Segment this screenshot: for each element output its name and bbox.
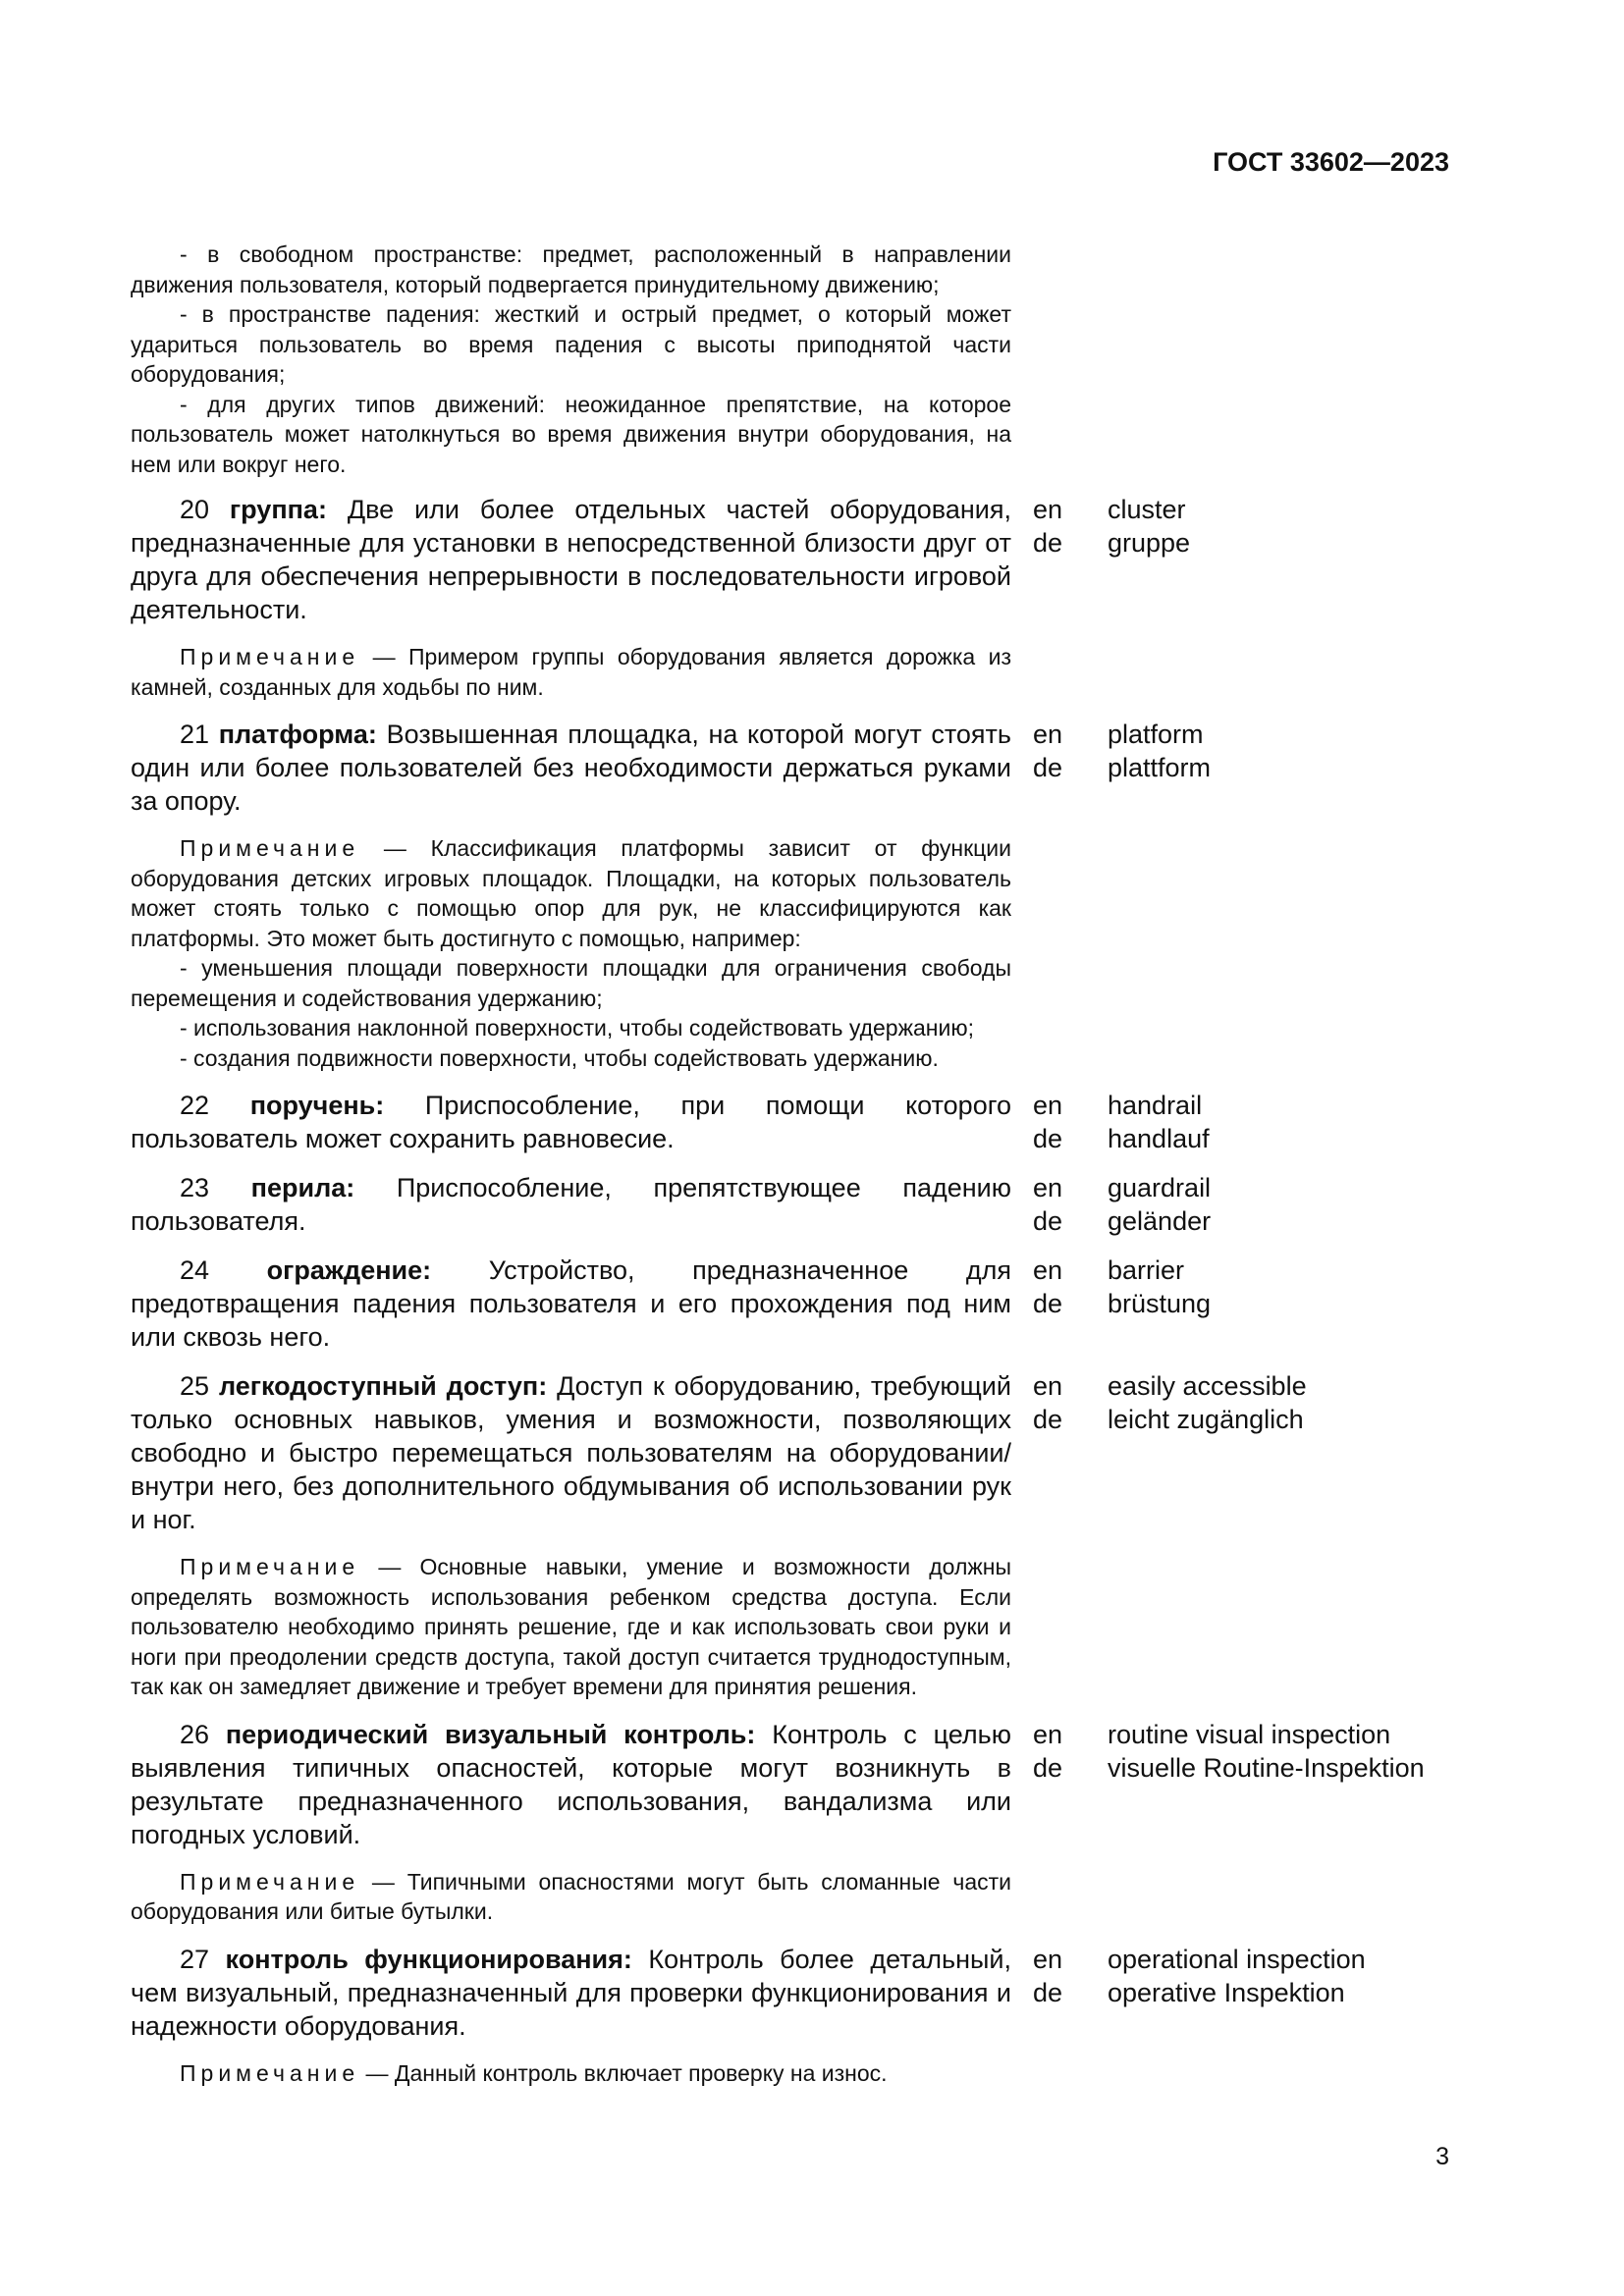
term-definition-block	[131, 1089, 1011, 1155]
note-label: Примечание	[180, 835, 360, 861]
term-definition-block	[131, 1718, 1011, 1851]
translations	[1108, 1369, 1307, 1536]
term-name: платформа:	[218, 720, 377, 749]
lang-code-en: en	[1033, 1371, 1063, 1401]
term-entry-24	[131, 1254, 1505, 1354]
translation-en: platform	[1108, 720, 1204, 749]
lang-code-de: de	[1033, 1405, 1063, 1434]
term-note	[131, 2058, 1011, 2089]
term-number: 26	[180, 1719, 210, 1749]
note-label: Примечание	[180, 2059, 360, 2086]
term-definition: Контроль более детальный, чем визуальный, предназначенный для проверки функционирования и надежности оборудования.	[131, 1944, 1011, 2041]
lang-code-en: en	[1033, 1255, 1063, 1285]
term-paragraph	[131, 1089, 1011, 1155]
term-definition: Приспособление, при помощи которого пользователь может сохранить равновесие.	[131, 1091, 1011, 1153]
translation-en: guardrail	[1108, 1173, 1212, 1202]
note-label: Примечание	[180, 1868, 360, 1895]
note-text: — Типичными опасностями могут быть сломанные части оборудования или битые бутылки.	[131, 1868, 1012, 1924]
lang-code-de: de	[1033, 1752, 1063, 1783]
page-number: 3	[1435, 2143, 1449, 2170]
term-number: 23	[180, 1173, 210, 1202]
term-number: 21	[180, 720, 210, 749]
translation-de: gruppe	[1108, 528, 1191, 558]
term-definition-block	[131, 493, 1011, 626]
term-entry-27	[131, 1943, 1505, 2043]
language-codes	[1033, 1254, 1108, 1354]
note-paragraph	[131, 642, 1011, 702]
lang-code-en: en	[1033, 1944, 1063, 1974]
note-label: Примечание	[180, 644, 360, 669]
translation-de: plattform	[1108, 753, 1212, 782]
lang-code-en: en	[1033, 720, 1063, 749]
term-name: легкодоступный доступ:	[218, 1371, 548, 1401]
translation-de: handlauf	[1108, 1124, 1210, 1153]
intro-list	[131, 240, 1011, 479]
term-name: периодический визуальный контроль:	[225, 1719, 756, 1749]
term-paragraph	[131, 1943, 1011, 2043]
lang-code-de: de	[1033, 1977, 1063, 2007]
translations	[1108, 1718, 1425, 1851]
language-codes	[1033, 493, 1108, 626]
document-body	[131, 240, 1505, 2104]
lang-code-en: en	[1033, 1091, 1063, 1120]
translation-de: geländer	[1108, 1206, 1212, 1236]
term-note	[131, 1552, 1011, 1702]
intro-item: - для других типов движений: неожиданное препятствие, на которое пользователь может натолкнуться во время движения внутри оборудования, на нем или вокруг него.	[131, 391, 1011, 477]
lang-code-de: de	[1033, 753, 1063, 782]
note-paragraph	[131, 1552, 1011, 1702]
note-text: — Основные навыки, умение и возможности должны определять возможность использования ребенком средства доступа. Если пользователю необходимо принять решение, где и как использовать свои руки и ноги при преодолении средств доступа, такой доступ считается труднодоступным, так как он замедляет движение и требует времени для принятия решения.	[131, 1554, 1012, 1699]
intro-item: - в пространстве падения: жесткий и острый предмет, о который может удариться пользователь во время падения с высоты приподнятой части оборудования;	[131, 301, 1011, 387]
term-entry-23	[131, 1171, 1505, 1238]
translations	[1108, 1943, 1366, 2043]
term-number: 22	[180, 1091, 210, 1120]
language-codes	[1033, 1718, 1108, 1851]
term-name: поручень:	[249, 1091, 385, 1120]
term-entry-25	[131, 1369, 1505, 1536]
term-note	[131, 642, 1011, 702]
note-paragraph	[131, 1867, 1011, 1927]
term-definition: Доступ к оборудованию, требующий только основных навыков, умения и возможности, позволяющих свободно и быстро перемещаться пользователям на оборудовании/внутри него, без дополнительного обдумывания об использовании рук и ног.	[131, 1371, 1011, 1534]
translation-en: handrail	[1108, 1091, 1203, 1120]
language-codes	[1033, 1369, 1108, 1536]
translations	[1108, 1254, 1211, 1354]
term-paragraph	[131, 718, 1011, 818]
lang-code-en: en	[1033, 495, 1063, 524]
term-name: группа:	[229, 495, 327, 524]
term-name: перила:	[250, 1173, 355, 1202]
lang-code-en: en	[1033, 1173, 1063, 1202]
term-definition: Контроль с целью выявления типичных опасностей, которые могут возникнуть в результате предназначенного использования, вандализма или погодных условий.	[131, 1719, 1011, 1849]
note-list-item: - уменьшения площади поверхности площадки для ограничения свободы перемещения и содействования удержанию;	[131, 955, 1011, 1011]
term-definition: Устройство, предназначенное для предотвращения падения пользователя и его прохождения под ним или сквозь него.	[131, 1255, 1011, 1352]
language-codes	[1033, 1171, 1108, 1238]
term-name: ограждение:	[266, 1255, 432, 1285]
translation-de: leicht zugänglich	[1108, 1405, 1304, 1434]
term-definition-block	[131, 1943, 1011, 2043]
term-definition: Две или более отдельных частей оборудования, предназначенные для установки в непосредственной близости друг от друга для обеспечения непрерывности в последовательности игровой деятельности.	[131, 495, 1011, 624]
term-definition: Возвышенная площадка, на которой могут стоять один или более пользователей без необходимости держаться руками за опору.	[131, 720, 1011, 816]
translations	[1108, 1089, 1210, 1155]
note-list-item: - создания подвижности поверхности, чтобы содействовать удержанию.	[180, 1044, 939, 1071]
translation-de: brüstung	[1108, 1289, 1212, 1318]
term-paragraph	[131, 1369, 1011, 1536]
note-paragraph	[131, 2058, 1011, 2089]
term-number: 24	[180, 1255, 210, 1285]
translation-en: operational inspection	[1108, 1944, 1366, 1974]
lang-code-en: en	[1033, 1719, 1063, 1749]
translation-en: cluster	[1108, 495, 1186, 524]
note-text: — Данный контроль включает проверку на износ.	[365, 2059, 888, 2086]
term-entry-20	[131, 493, 1505, 626]
term-name: контроль функционирования:	[225, 1944, 632, 1974]
term-note	[131, 833, 1011, 1073]
note-paragraph	[131, 833, 1011, 953]
term-definition-block	[131, 1171, 1011, 1238]
note-label: Примечание	[180, 1554, 360, 1579]
term-note	[131, 1867, 1011, 1927]
lang-code-de: de	[1033, 528, 1063, 558]
term-paragraph	[131, 493, 1011, 626]
lang-code-de: de	[1033, 1289, 1063, 1318]
terms-list	[131, 493, 1505, 2088]
term-paragraph	[131, 1171, 1011, 1238]
translation-de: operative Inspektion	[1108, 1977, 1345, 2007]
translation-de: visuelle Routine-Inspektion	[1108, 1752, 1425, 1783]
language-codes	[1033, 1089, 1108, 1155]
intro-item: - в свободном пространстве: предмет, расположенный в направлении движения пользователя, который подвергается принудительному движению;	[131, 241, 1011, 297]
term-definition-block	[131, 1254, 1011, 1354]
term-entry-26	[131, 1718, 1505, 1851]
lang-code-de: de	[1033, 1206, 1063, 1236]
term-definition-block	[131, 1369, 1011, 1536]
translations	[1108, 718, 1211, 818]
term-entry-22	[131, 1089, 1505, 1155]
note-text: — Классификация платформы зависит от функции оборудования детских игровых площадок. Площадки, на которых пользователь может стоять только с помощью опор для рук, не классифицируются как платформы. Это может быть достигнуто с помощью, например:	[131, 835, 1012, 951]
lang-code-de: de	[1033, 1124, 1063, 1153]
term-paragraph	[131, 1254, 1011, 1354]
term-number: 20	[180, 495, 210, 524]
translations	[1108, 493, 1190, 626]
translation-en: easily accessible	[1108, 1371, 1307, 1401]
term-entry-21	[131, 718, 1505, 818]
term-number: 25	[180, 1371, 210, 1401]
translation-en: barrier	[1108, 1255, 1185, 1285]
language-codes	[1033, 718, 1108, 818]
term-number: 27	[180, 1944, 210, 1974]
term-paragraph	[131, 1718, 1011, 1851]
note-text: — Примером группы оборудования является дорожка из камней, созданных для ходьбы по ним.	[131, 644, 1012, 700]
language-codes	[1033, 1943, 1108, 2043]
note-list-item: - использования наклонной поверхности, чтобы содействовать удержанию;	[180, 1015, 974, 1041]
translation-en: routine visual inspection	[1108, 1719, 1391, 1749]
translations	[1108, 1171, 1211, 1238]
document-header: ГОСТ 33602—2023	[1213, 147, 1449, 177]
term-definition: Приспособление, препятствующее падению пользователя.	[131, 1173, 1011, 1236]
term-definition-block	[131, 718, 1011, 818]
